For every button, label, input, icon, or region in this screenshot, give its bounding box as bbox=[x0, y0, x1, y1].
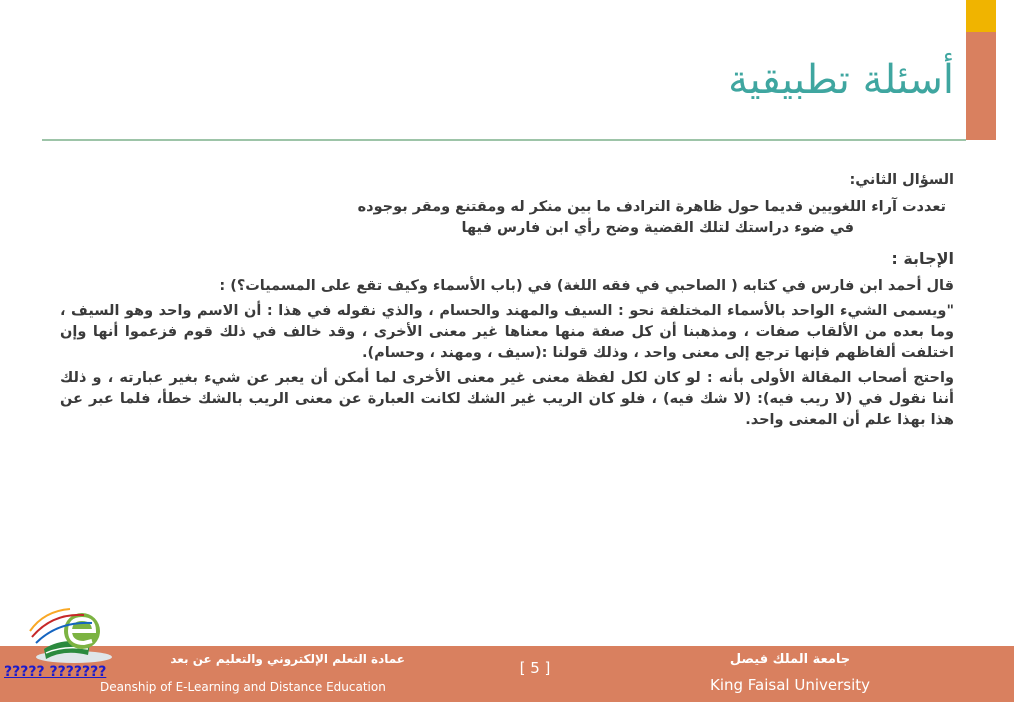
university-name-en: King Faisal University bbox=[709, 676, 871, 694]
answer-paragraph: "ويسمى الشيء الواحد بالأسماء المختلفة نحو : السيف والمهند والحسام ، والذي نقوله في هذا : أن الاسم واحد وهو السيف ، وما بعده من الألقاب صفات ، ومذهبنا أن كل صفة منها معناها غير معنى الأخرى ، وقد خالف في ذلك قوم فزعموا أنها وإن اختلفت ألفاظهم فإنها ترجع إلى معنى واحد ، وذلك قولنا :(سيف ، ومهند ، وحسام). bbox=[60, 303, 954, 362]
answer-paragraph: قال أحمد ابن فارس في كتابه ( الصاحبي في فقه اللغة) في (باب الأسماء وكيف تقع على المسميات؟) : bbox=[219, 278, 954, 295]
page-number: [ 5 ] bbox=[519, 659, 551, 677]
deanship-name-ar: عمادة التعلم الإلكتروني والتعليم عن بعد bbox=[170, 652, 405, 666]
slide-title: أسئلة تطبيقية bbox=[728, 57, 954, 103]
university-name-ar: جامعة الملك فيصل bbox=[729, 652, 851, 667]
deanship-logo-icon bbox=[22, 607, 122, 667]
question-line: تعددت آراء اللغويين قديما حول ظاهرة الترادف ما بين منكر له ومقتنع ومقر بوجوده bbox=[357, 199, 946, 216]
question-line: في ضوء دراستك لتلك القضية وضح رأي ابن فارس فيها bbox=[461, 220, 854, 237]
question-label: السؤال الثاني: bbox=[849, 172, 954, 188]
footer-bar bbox=[0, 646, 1014, 702]
answer-paragraph: واحتج أصحاب المقالة الأولى بأنه : لو كان لكل لفظة معنى غير معنى الأخرى لما أمكن أن يعبر عن شيء بغير عبارته ، و ذلك أننا نقول في (لا ريب فيه): (لا شك فيه) ، فلو كان الريب غير الشك لكانت العبارة عن معنى الريب بالشك خطأ، فلما عبر عن هذا بهذا علم أن المعنى واحد. bbox=[60, 370, 954, 429]
broken-text-link[interactable]: ????? ??????? bbox=[4, 664, 107, 680]
deanship-name-en: Deanship of E-Learning and Distance Education bbox=[100, 680, 386, 694]
slide-body bbox=[60, 170, 954, 435]
title-divider bbox=[42, 139, 966, 141]
answer-label: الإجابة : bbox=[891, 249, 954, 269]
accent-bar-yellow bbox=[966, 0, 996, 32]
